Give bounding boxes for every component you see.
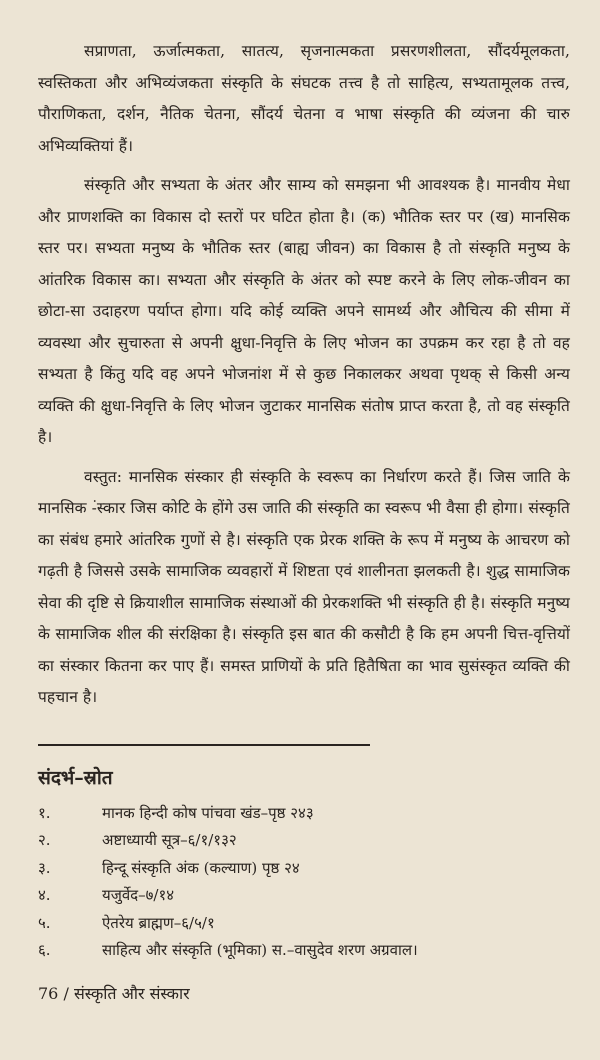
references-list [38,800,570,965]
reference-item [38,800,570,828]
page-number: 76 [38,984,59,1003]
reference-text: ऐतरेय ब्राह्मण–६/५/१ [102,913,215,932]
reference-number: १. [38,803,51,822]
reference-item [38,855,570,883]
reference-number: ५. [38,913,51,932]
reference-number: ४. [38,886,51,904]
body-paragraph-1: सप्राणता, ऊर्जात्मकता, सातत्य, सृजनात्मकता प्रसरणशीलता, सौंदर्यमूलकता, स्वस्तिकता और अभिव्यंजकता संस्कृति के संघटक तत्त्व है तो साहित्य, सभ्यतामूलक तत्त्व, पौराणिकता, दर्शन, नैतिक चेतना, सौंदर्य चेतना व भाषा संस्कृति की व्यंजना की चारु अभिव्यक्तियां हैं। [38,42,570,155]
reference-item [38,882,570,910]
section-divider [38,744,370,746]
body-paragraph-2: संस्कृति और सभ्यता के अंतर और साम्य को समझना भी आवश्यक है। मानवीय मेधा और प्राणशक्ति का विकास दो स्तरों पर घटित होता है। (क) भौतिक स्तर पर (ख) मानसिक स्तर पर। सभ्यता मनुष्य के भौतिक स्तर (बाह्य जीवन) का विकास है तो संस्कृति मनुष्य के आंतरिक विकास का। सभ्यता और संस्कृति के अंतर को स्पष्ट करने के लिए लोक-जीवन का छोटा-सा उदाहरण पर्याप्त होगा। यदि कोई व्यक्ति अपने सामर्थ्य और औचित्य की सीमा में व्यवस्था और सुचारुता से अपनी क्षुधा-निवृत्ति के लिए भोजन का उपक्रम कर रहा है तो वह सभ्यता है किंतु यदि वह अपने भोजनांश में से कुछ निकालकर अथवा पृथक् से किसी अन्य व्यक्ति की क्षुधा-निवृत्ति के लिए भोजन जुटाकर मानसिक संतोष प्राप्त करता है, तो वह संस्कृति है। [38,176,570,446]
reference-item [38,827,570,855]
page-footer [38,982,190,1004]
footer-separator: / [63,984,69,1003]
reference-item [38,937,570,965]
reference-number: ३. [38,858,51,877]
reference-text: यजुर्वेद–७/१४ [102,886,175,904]
body-paragraph-3: वस्तुत: मानसिक संस्कार ही संस्कृति के स्वरूप का निर्धारण करते हैं। जिस जाति के मानसिक ‑ंस्कार जिस कोटि के होंगे उस जाति की संस्कृति का स्वरूप भी वैसा ही होगा। संस्कृति का संबंध हमारे आंतरिक गुणों से है। संस्कृति एक प्रेरक शक्ति के रूप में मनुष्य के आचरण को गढ़ती है जिससे उसके सामाजिक व्यवहारों में शिष्टता एवं शालीनता झलकती है। शुद्ध सामाजिक सेवा की दृष्टि से क्रियाशील सामाजिक संस्थाओं की प्रेरकशक्ति भी संस्कृति ही है। संस्कृति मनुष्य के सामाजिक शील की संरक्षिका है। संस्कृति इस बात की कसौटी है कि हम अपनी चित्त-वृत्तियों का संस्कार कितना कर पाए हैं। समस्त प्राणियों के प्रति हितैषिता का भाव सुसंस्कृत व्यक्ति की पहचान है। [38,467,570,706]
references-heading: संदर्भ–स्रोत [38,766,113,789]
reference-item [38,910,570,938]
reference-text: अष्टाध्यायी सूत्र–६/१/१३२ [102,831,237,849]
reference-text: हिन्दू संस्कृति अंक (कल्याण) पृष्ठ २४ [102,858,300,877]
reference-number: २. [38,831,51,849]
reference-number: ६. [38,941,51,959]
reference-text: मानक हिन्दी कोष पांचवा खंड–पृष्ठ २४३ [102,803,314,822]
running-title: संस्कृति और संस्कार [73,984,190,1003]
reference-text: साहित्य और संस्कृति (भूमिका) स.–वासुदेव शरण अग्रवाल। [102,941,418,959]
